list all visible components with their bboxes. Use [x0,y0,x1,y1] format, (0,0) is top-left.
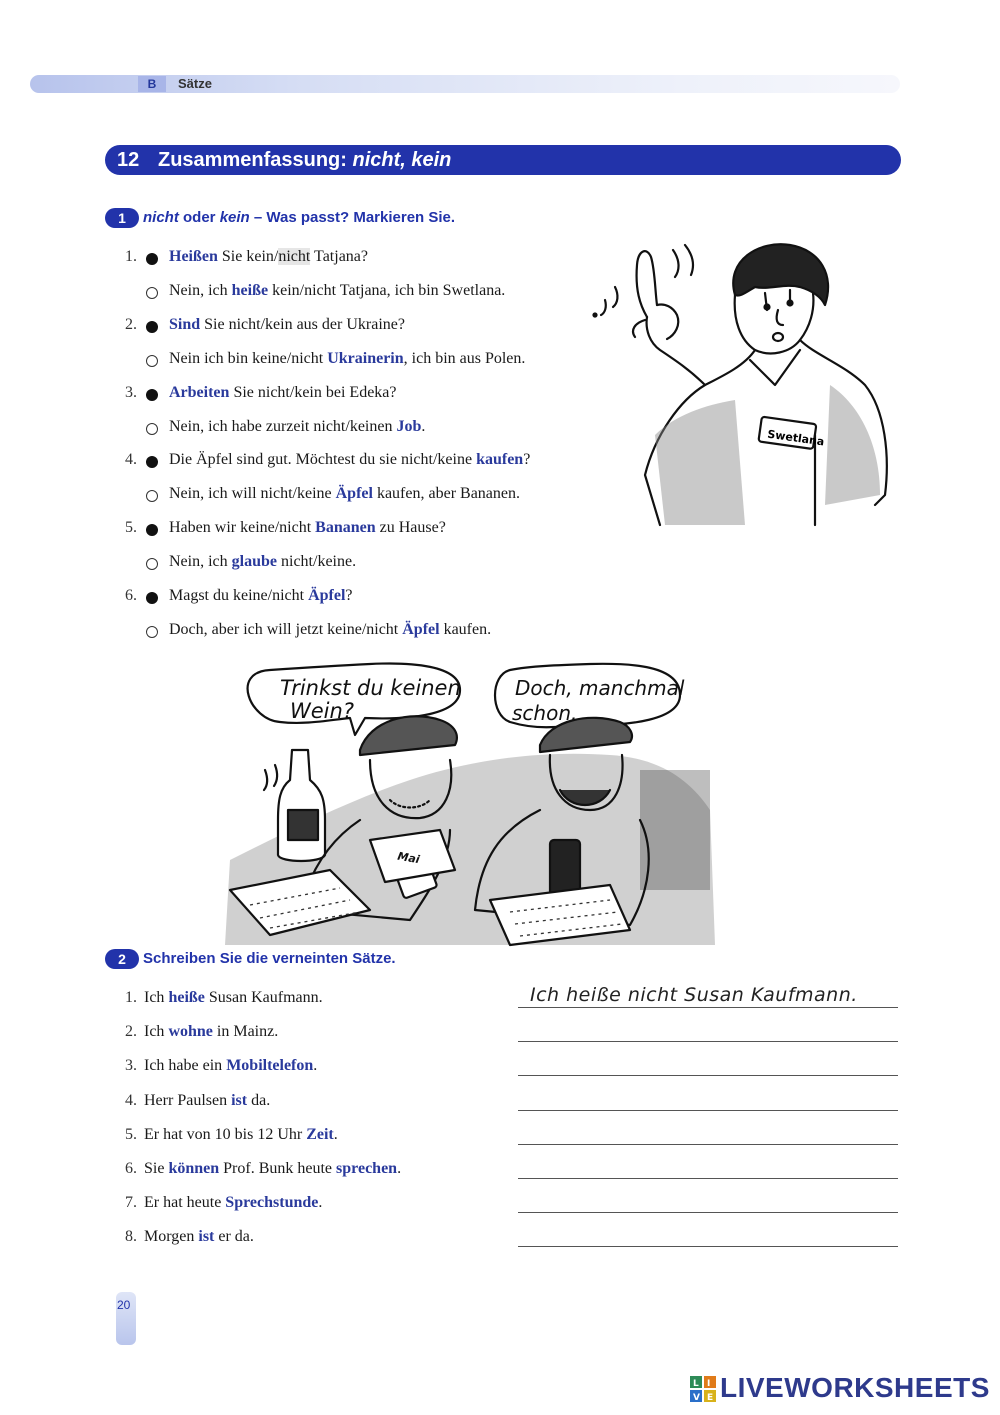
text-segment: da. [247,1091,271,1109]
highlight-word: Sprechstunde [225,1194,319,1212]
highlight-word: Mobiltelefon [226,1057,314,1075]
highlight-word: Sind [169,315,201,333]
text-segment: nicht/keine. [277,553,357,571]
text-segment: Sie [144,1160,169,1177]
bubble-left-line1: Trinkst du keinen [280,676,461,700]
highlight-word: Ukrainerin [327,349,404,367]
speaker-b-bullet-icon [146,490,158,502]
sentence-text [144,1194,322,1212]
sentence-text [144,1023,278,1041]
section-title: Sätze [178,76,212,91]
text-segment: Ich habe ein [144,1057,227,1075]
text-segment: . [397,1160,402,1177]
answer-line[interactable] [518,1246,898,1247]
item-number: 6. [125,587,137,604]
sentence-text [169,485,520,503]
highlight-word: Job [396,417,422,435]
text-segment: , ich bin aus Polen. [403,349,526,367]
highlight-word: ist [198,1228,215,1246]
highlight-word: Bananen [315,519,376,537]
text-segment: . [421,417,426,435]
bubble-right-line2: schon. [512,701,578,725]
speaker-a-bullet-icon [146,456,158,468]
text-segment: Ich [144,989,169,1006]
text-segment: Nein ich bin keine/nicht [169,349,328,367]
logo-letter-l: L [693,1379,699,1389]
highlight-word: können [168,1160,220,1177]
highlight-word: wohne [168,1023,213,1041]
sentence-text [169,418,425,436]
exercise2-heading-text: Schreiben Sie die verneinten Sätze. [143,949,396,967]
text-segment: Ich [144,1023,169,1041]
text-segment: Susan Kaufmann. [204,989,323,1006]
text-segment: Nein, ich habe zurzeit nicht/keinen [169,417,397,435]
speaker-a-bullet-icon [146,592,158,604]
text-segment: Nein, ich [169,553,232,571]
text-segment: Magst du keine/nicht [169,587,309,604]
text-segment: . [318,1194,323,1212]
exercise2-heading [105,949,396,969]
heading-word-kein: kein [219,208,250,226]
sentence-text [144,1228,254,1246]
sentence-text [144,1160,401,1178]
text-segment: Tatjana? [310,248,368,265]
highlight-word: glaube [231,553,277,571]
text-segment: Sie nicht/kein bei Edeka? [229,383,397,401]
chapter-title-plain: Zusammenfassung: [158,149,353,171]
sentence-text [169,248,368,266]
logo-letter-i: I [707,1379,711,1389]
text-segment: ? [345,587,353,604]
speaker-b-bullet-icon [146,558,158,570]
exercise1-number: 1 [105,208,139,228]
item-number: 4. [125,451,137,469]
text-segment: er da. [214,1228,254,1246]
chapter-title-italic: nicht, kein [352,149,452,171]
text-segment: kaufen, aber Bananen. [372,485,520,503]
example-answer: Ich heiße nicht Susan Kaufmann. [530,984,858,1006]
sentence-text [169,587,353,605]
highlight-word: kaufen [476,451,524,469]
exercise2-number: 2 [105,949,139,969]
item-number: 8. [125,1228,137,1246]
text-segment: Haben wir keine/nicht [169,519,316,537]
sentence-text [169,621,491,639]
text-segment: Die Äpfel sind gut. Möchtest du sie nicht/keine [169,451,477,469]
sentence-text [144,989,323,1007]
text-segment: ? [523,451,531,469]
text-segment: in Mainz. [212,1023,279,1041]
exercise1-heading [105,208,455,228]
speaker-a-bullet-icon [146,253,158,265]
text-segment: Nein, ich [169,282,232,299]
two-men-cartoon [210,660,720,950]
swetlana-cartoon [585,235,900,530]
text-segment: zu Hause? [375,519,446,537]
sentence-text [169,519,446,537]
text-segment: Nein, ich will nicht/keine [169,485,336,503]
text-segment: . [333,1125,338,1143]
speaker-a-bullet-icon [146,389,158,401]
text-segment: kaufen. [439,621,492,638]
sentence-text [169,282,505,300]
page-number: 20 [117,1298,131,1312]
bubble-right-line1: Doch, manchmal [515,676,685,700]
newspaper-label: Mai [396,849,421,867]
item-number: 6. [125,1160,137,1177]
sentence-text [169,350,525,368]
text-segment: Herr Paulsen [144,1091,232,1109]
chapter-title [158,145,451,175]
heading-word-nicht: nicht [143,208,179,226]
highlight-word: Zeit [306,1125,334,1143]
speaker-b-bullet-icon [146,626,158,638]
logo-grid-icon [690,1376,716,1402]
highlight-word: heiße [231,282,269,299]
item-number: 3. [125,383,137,401]
answer-line[interactable] [518,1007,898,1008]
logo-letter-v: V [693,1393,700,1402]
answer-line[interactable] [518,1075,898,1076]
text-segment: Doch, aber ich will jetzt keine/nicht [169,621,403,638]
sentence-text [144,1126,338,1144]
item-number: 5. [125,1125,137,1143]
highlight-word: Arbeiten [169,383,230,401]
speaker-b-bullet-icon [146,355,158,367]
heading-rest: – Was passt? Markieren Sie. [249,208,456,226]
highlight-word: ist [231,1091,248,1109]
answer-line[interactable] [518,1041,898,1042]
item-number: 2. [125,1023,137,1041]
heading-oder: oder [178,208,220,226]
sentence-text [169,553,356,571]
highlight-word: Äpfel [335,485,373,503]
item-number: 1. [125,248,137,265]
chapter-number: 12 [117,149,140,171]
highlight-word[interactable]: nicht [278,248,311,265]
section-header-band [30,75,900,93]
highlight-word: heiße [168,989,205,1006]
sentence-text [144,1057,317,1075]
item-number: 3. [125,1057,137,1075]
text-segment: Sie nicht/kein aus der Ukraine? [200,315,405,333]
sentence-text [169,384,397,402]
item-number: 4. [125,1091,137,1109]
highlight-word: Äpfel [402,621,440,638]
text-segment: Er hat von 10 bis 12 Uhr [144,1125,307,1143]
section-letter: B [138,76,166,92]
text-segment: Er hat heute [144,1194,226,1212]
text-segment: . [313,1057,318,1075]
speaker-a-bullet-icon [146,524,158,536]
item-number: 5. [125,519,137,537]
highlight-word: Heißen [169,248,218,265]
text-segment: Sie kein/ [217,248,279,265]
answer-line[interactable] [518,1144,898,1145]
brand-name: LIVEWORKSHEETS [720,1372,990,1403]
name-badge-text: Swetlana [766,427,826,449]
sentence-text [144,1092,270,1110]
item-number: 1. [125,989,137,1006]
sentence-text [169,316,405,334]
chapter-title-bar [105,145,901,175]
logo-letter-e: E [707,1393,714,1402]
text-segment: Morgen [144,1228,199,1246]
highlight-word: sprechen [336,1160,398,1177]
item-number: 2. [125,315,137,333]
answer-line[interactable] [518,1110,898,1111]
item-number: 7. [125,1194,137,1212]
text-segment: kein/nicht Tatjana, ich bin Swetlana. [268,282,506,299]
speaker-b-bullet-icon [146,423,158,435]
sentence-text [169,451,530,469]
answer-line[interactable] [518,1178,898,1179]
answer-line[interactable] [518,1212,898,1213]
text-segment: Prof. Bunk heute [219,1160,337,1177]
highlight-word: Äpfel [308,587,346,604]
speaker-b-bullet-icon [146,287,158,299]
speaker-a-bullet-icon [146,321,158,333]
bubble-left-line2: Wein? [290,699,354,723]
